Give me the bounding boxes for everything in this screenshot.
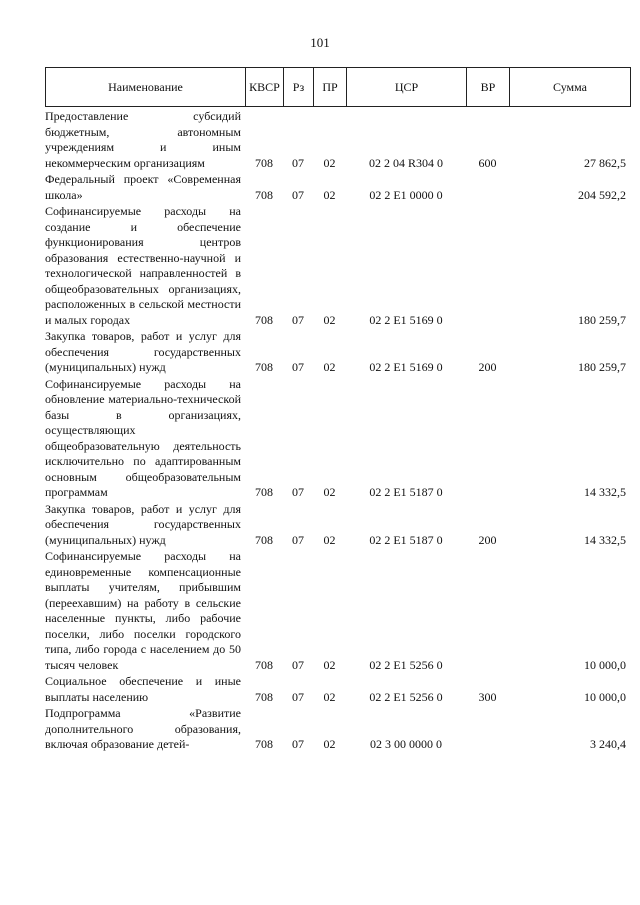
table-row: [45, 548, 630, 673]
header-pr: ПР: [314, 68, 347, 107]
table-row: [45, 203, 630, 328]
cell-rz: 07: [292, 360, 304, 374]
table-row: [45, 673, 630, 705]
header-vr: ВР: [467, 68, 510, 107]
cell-csr: 02 3 00 0000 0: [370, 737, 442, 751]
cell-pr: 02: [323, 689, 336, 704]
cell-rz: 07: [292, 657, 304, 672]
cell-sum: 3 240,4: [590, 737, 626, 751]
cell-kvsr: 708: [255, 187, 273, 202]
cell-kvsr: 708: [255, 689, 273, 704]
cell-rz: 07: [292, 187, 304, 202]
cell-sum: 180 259,7: [578, 360, 626, 374]
cell-name: Закупка товаров, работ и услуг для обеспечения государственных (муниципальных) нужд: [45, 329, 241, 374]
cell-pr: 02: [323, 737, 336, 751]
cell-csr: 02 2 E1 0000 0: [369, 187, 443, 202]
cell-rz: 07: [292, 155, 304, 170]
cell-kvsr: 708: [255, 532, 273, 547]
cell-pr: 02: [323, 187, 336, 202]
cell-kvsr: 708: [255, 737, 273, 751]
header-sum: Сумма: [510, 68, 631, 107]
cell-name: Предоставление субсидий бюджетным, автономным учреждениям и иным некоммерческим организациям: [45, 109, 241, 170]
cell-rz: 07: [292, 737, 304, 751]
cell-rz: 07: [292, 532, 304, 547]
cell-vr: 200: [478, 360, 497, 374]
cell-sum: 14 332,5: [584, 485, 626, 499]
table-row: [45, 705, 630, 753]
cell-name: Закупка товаров, работ и услуг для обеспечения государственных (муниципальных) нужд: [45, 501, 241, 547]
header-kvsr: КВСР: [246, 68, 284, 107]
cell-rz: 07: [292, 485, 304, 499]
cell-vr: 300: [478, 689, 497, 704]
cell-sum: 10 000,0: [584, 657, 626, 672]
cell-pr: 02: [323, 532, 336, 547]
page-number: 101: [310, 35, 330, 50]
cell-kvsr: 708: [255, 485, 273, 499]
cell-rz: 07: [292, 312, 304, 327]
table-header: [45, 67, 631, 107]
cell-name: Софинансируемые расходы на создание и обеспечение функционирования центров образования естественно-научной и технологической направленностей в общеобразовательных организациях, расположенных в сельской местности и малых городах: [45, 204, 241, 327]
table-row: [45, 501, 630, 549]
cell-kvsr: 708: [255, 360, 273, 374]
table-row: [45, 328, 630, 376]
table-row: [45, 108, 630, 171]
cell-sum: 14 332,5: [584, 532, 626, 547]
cell-csr: 02 2 E1 5187 0: [369, 532, 443, 547]
cell-vr: [466, 548, 509, 673]
cell-sum: 180 259,7: [578, 312, 626, 327]
cell-rz: 07: [292, 689, 304, 704]
cell-pr: 02: [323, 657, 336, 672]
cell-pr: 02: [323, 312, 336, 327]
cell-vr: 600: [478, 155, 497, 170]
cell-csr: 02 2 E1 5256 0: [369, 689, 443, 704]
cell-name: Социальное обеспечение и иные выплаты населению: [45, 674, 241, 704]
cell-pr: 02: [323, 485, 336, 499]
cell-kvsr: 708: [255, 155, 273, 170]
table-body: [45, 108, 630, 753]
cell-csr: 02 2 E1 5187 0: [369, 485, 443, 499]
cell-pr: 02: [323, 360, 336, 374]
table-row: [45, 171, 630, 203]
cell-sum: 27 862,5: [584, 155, 626, 170]
cell-name: Подпрограмма «Развитие дополнительного образования, включая образование детей-: [45, 706, 241, 751]
cell-kvsr: 708: [255, 312, 273, 327]
cell-vr: [466, 705, 509, 753]
cell-vr: [466, 376, 509, 501]
cell-name: Федеральный проект «Современная школа»: [45, 172, 241, 202]
cell-vr: 200: [478, 532, 497, 547]
header-rz: Рз: [284, 68, 314, 107]
cell-csr: 02 2 04 R304 0: [368, 155, 443, 170]
header-csr: ЦСР: [347, 68, 467, 107]
cell-csr: 02 2 E1 5169 0: [369, 360, 443, 374]
cell-sum: 204 592,2: [578, 187, 626, 202]
cell-sum: 10 000,0: [584, 689, 626, 704]
cell-vr: [466, 171, 509, 203]
cell-csr: 02 2 E1 5169 0: [369, 312, 443, 327]
cell-csr: 02 2 E1 5256 0: [369, 657, 443, 672]
table-row: [45, 376, 630, 501]
cell-vr: [466, 203, 509, 328]
cell-kvsr: 708: [255, 657, 273, 672]
cell-name: Софинансируемые расходы на обновление материально-технической базы в организациях, осуществляющих общеобразовательную деятельность исключительно по адаптированным основным общеобразовательным программам: [45, 376, 241, 499]
header-name: Наименование: [46, 68, 246, 107]
cell-name: Софинансируемые расходы на единовременные компенсационные выплаты учителям, прибывшим (переехавшим) на работу в сельские населенные пункты, либо рабочие поселки, либо поселки городского типа, либо города с населением до 50 тысяч человек: [45, 549, 241, 672]
cell-pr: 02: [323, 155, 336, 170]
